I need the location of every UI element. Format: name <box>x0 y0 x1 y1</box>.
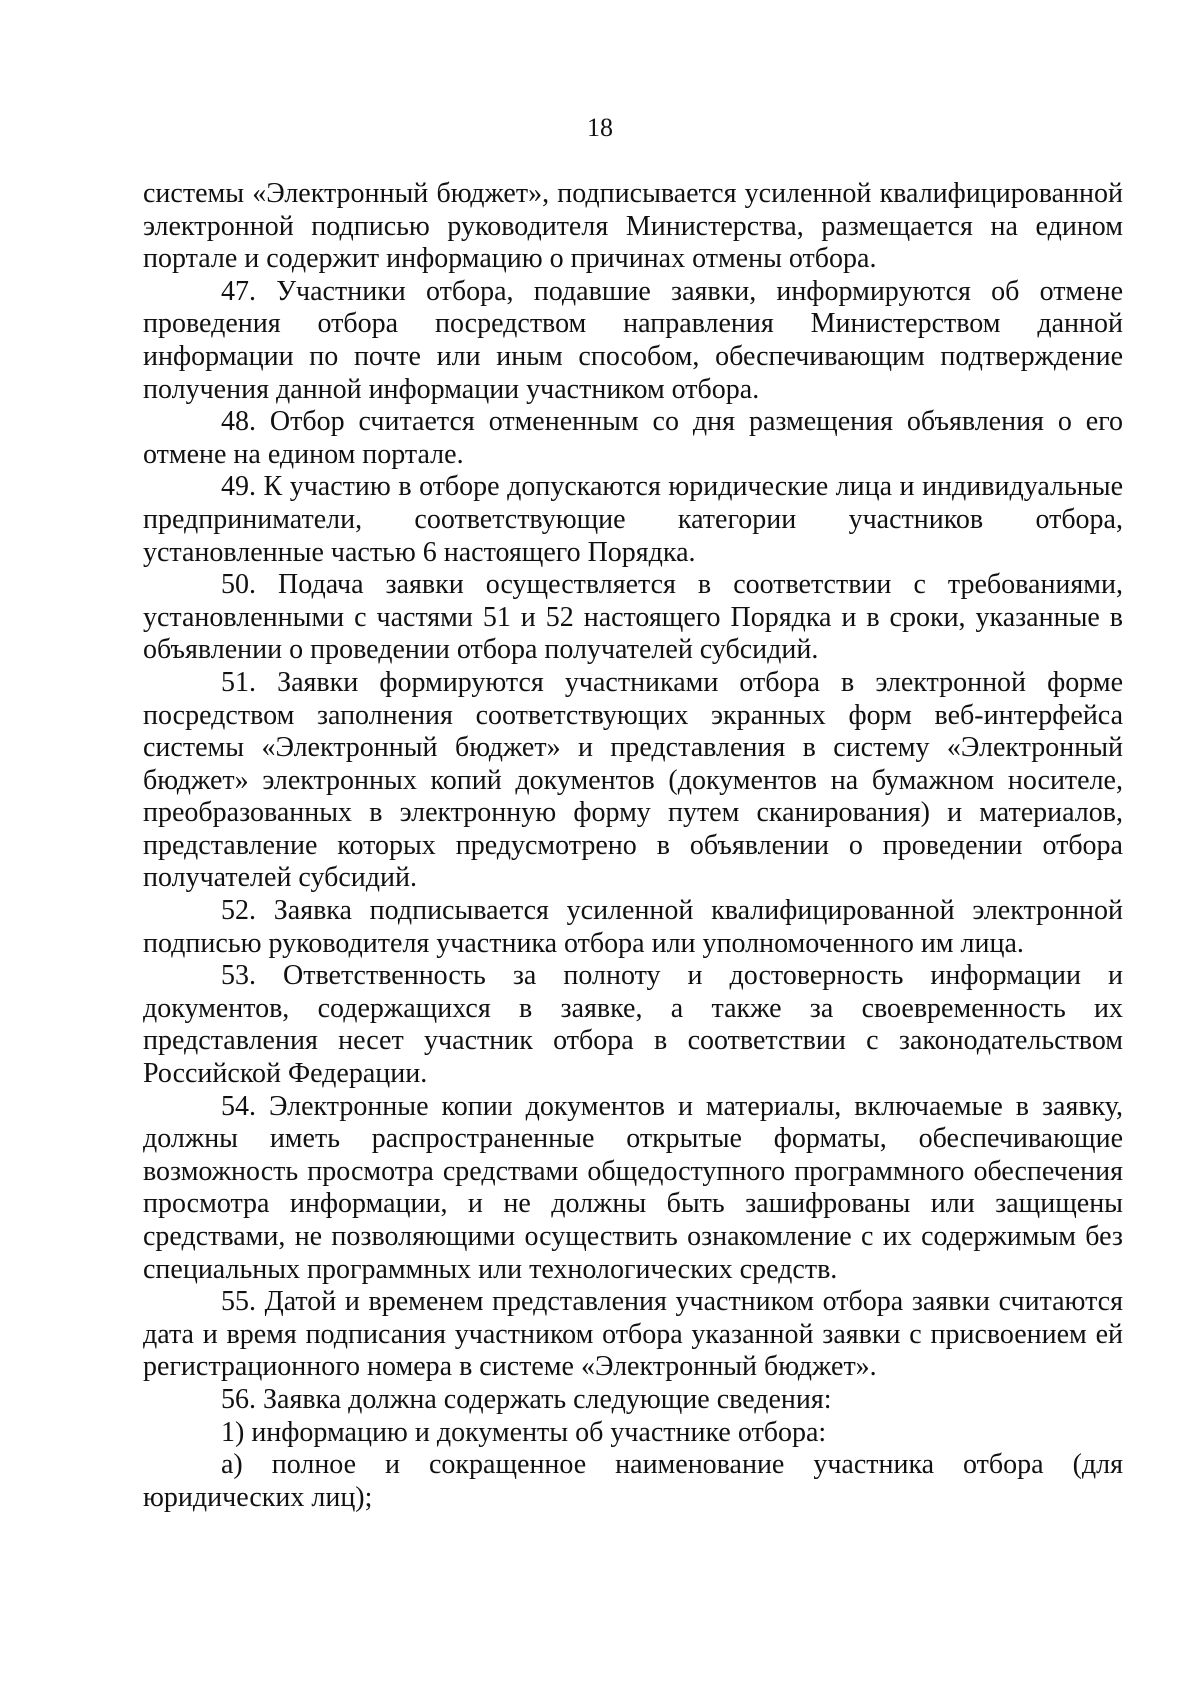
paragraph-51: 51. Заявки формируются участниками отбора в электронной форме посредством заполнения соответствующих экранных форм веб-интерфейса системы «Электронный бюджет» и представления в систему «Электронный бюджет» электронных копий документов (документов на бумажном носителе, преобразованных в электронную форму путем сканирования) и материалов, представление которых предусмотрено в объявлении о проведении отбора получателей субсидий. <box>143 666 1123 894</box>
paragraph-55: 55. Датой и временем представления участником отбора заявки считаются дата и время подписания участником отбора указанной заявки с присвоением ей регистрационного номера в системе «Электронный бюджет». <box>143 1286 1123 1383</box>
list-item-1: 1) информацию и документы об участнике отбора: <box>221 1416 827 1448</box>
paragraph-48: 48. Отбор считается отмененным со дня размещения объявления о его отмене на едином портале. <box>143 406 1123 470</box>
paragraph-53: 53. Ответственность за полноту и достоверность информации и документов, содержащихся в заявке, а также за своевременность их представления несет участник отбора в соответствии с законодательством Российской Федерации. <box>143 960 1123 1090</box>
paragraph-50: 50. Подача заявки осуществляется в соответствии с требованиями, установленными с частями 51 и 52 настоящего Порядка и в сроки, указанные в объявлении о проведении отбора получателей субсидий. <box>143 569 1123 666</box>
paragraph-54: 54. Электронные копии документов и материалы, включаемые в заявку, должны иметь распространенные открытые форматы, обеспечивающие возможность просмотра средствами общедоступного программного обеспечения просмотра информации, и не должны быть зашифрованы или защищены средствами, не позволяющими осуществить ознакомление с их содержимым без специальных программных или технологических средств. <box>143 1090 1123 1285</box>
paragraph-56: 56. Заявка должна содержать следующие сведения: <box>221 1383 832 1415</box>
paragraph-47: 47. Участники отбора, подавшие заявки, информируются об отмене проведения отбора посредством направления Министерством данной информации по почте или иным способом, обеспечивающим подтверждение получения данной информации участником отбора. <box>143 275 1123 405</box>
paragraph-continuation: системы «Электронный бюджет», подписывается усиленной квалифицированной электронной подписью руководителя Министерства, размещается на едином портале и содержит информацию о причинах отмены отбора. <box>143 178 1123 275</box>
document-body <box>143 178 1123 1514</box>
page-number: 18 <box>587 113 613 142</box>
paragraph-52: 52. Заявка подписывается усиленной квалифицированной электронной подписью руководителя участника отбора или уполномоченного им лица. <box>143 895 1123 959</box>
list-item-a: а) полное и сокращенное наименование участника отбора (для юридических лиц); <box>143 1449 1123 1513</box>
paragraph-49: 49. К участию в отборе допускаются юридические лица и индивидуальные предприниматели, соответствующие категории участников отбора, установленные частью 6 настоящего Порядка. <box>143 471 1123 568</box>
